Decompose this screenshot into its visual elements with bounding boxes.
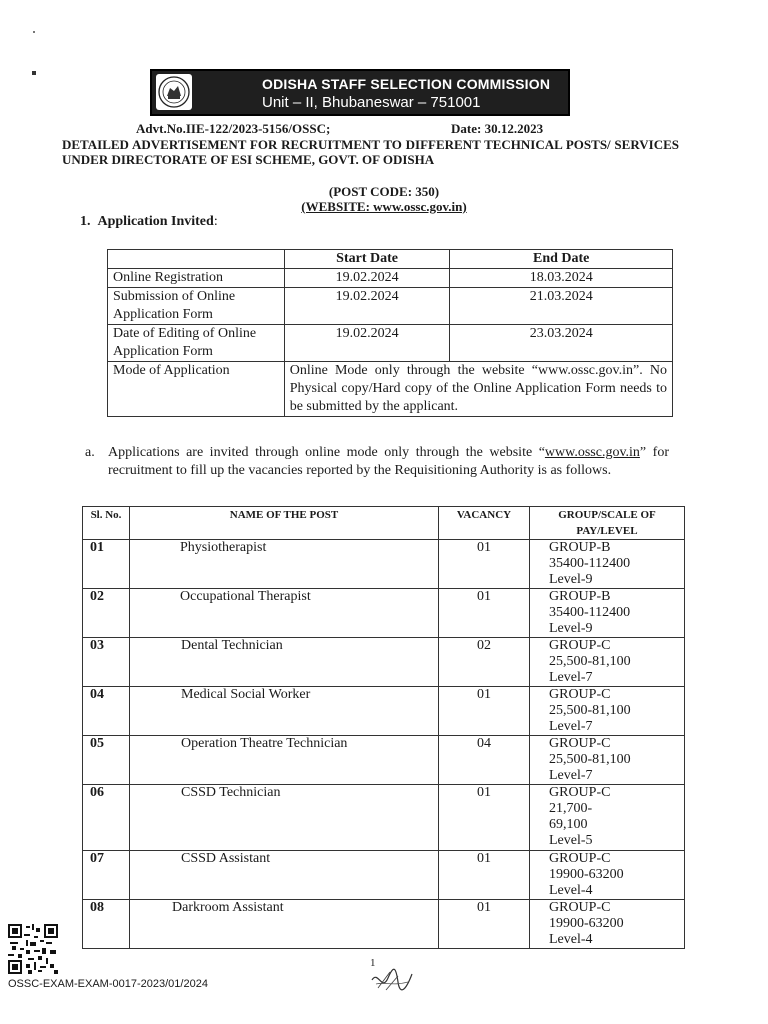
level: Level-5 <box>549 833 593 848</box>
serial-number: 04 <box>83 687 130 736</box>
table-header-cell: Sl. No. <box>83 507 130 540</box>
mode-of-application-text: Online Mode only through the website “www.ossc.gov.in”. No Physical copy/Hard copy of the Online Application Form needs to be submitted by the applicant. <box>284 362 672 417</box>
header-banner <box>150 69 570 116</box>
row-label: Online Registration <box>108 269 285 288</box>
website-link[interactable]: (WEBSITE: www.ossc.gov.in) <box>301 199 467 214</box>
table-row <box>83 540 685 589</box>
pay-level <box>530 900 685 949</box>
advertisement-date: Date: 30.12.2023 <box>451 121 544 136</box>
table-row <box>108 288 673 325</box>
post-name: Occupational Therapist <box>130 589 439 638</box>
vacancy: 02 <box>439 638 530 687</box>
pay-scale: 19900-63200 <box>549 916 624 931</box>
table-row <box>83 736 685 785</box>
section-title: Application Invited <box>97 214 214 229</box>
table-header-row <box>108 250 673 269</box>
group: GROUP-C <box>549 851 611 866</box>
group: GROUP-C <box>549 638 611 653</box>
vacancy: 01 <box>439 589 530 638</box>
qr-code-icon <box>8 924 58 974</box>
table-header-cell: NAME OF THE POST <box>130 507 439 540</box>
pay-level <box>530 589 685 638</box>
serial-number: 01 <box>83 540 130 589</box>
group: GROUP-B <box>549 540 611 555</box>
paragraph-text: ” for recruitment to fill up the vacancies reported by the Requisitioning Authority is as follows. <box>108 445 669 478</box>
serial-number: 03 <box>83 638 130 687</box>
table-header-cell: Start Date <box>284 250 450 269</box>
level: Level-9 <box>549 621 593 636</box>
serial-number: 02 <box>83 589 130 638</box>
row-label: Submission of Online Application Form <box>108 288 285 325</box>
website-link[interactable]: www.ossc.gov.in <box>544 445 640 460</box>
post-name: Dental Technician <box>130 638 439 687</box>
end-date: 21.03.2024 <box>450 288 673 325</box>
row-label: Date of Editing of Online Application Form <box>108 325 285 362</box>
post-name: Physiotherapist <box>130 540 439 589</box>
table-row <box>83 785 685 851</box>
pay-level <box>530 736 685 785</box>
posts-table <box>82 506 685 949</box>
table-header-cell: End Date <box>450 250 673 269</box>
section-heading <box>80 214 218 230</box>
section-number: 1. <box>80 214 91 229</box>
serial-number: 06 <box>83 785 130 851</box>
start-date: 19.02.2024 <box>284 288 450 325</box>
vacancy: 01 <box>439 851 530 900</box>
group: GROUP-C <box>549 736 611 751</box>
pay-scale: 69,100 <box>549 817 588 832</box>
row-label: Mode of Application <box>108 362 285 417</box>
pay-scale: 19900-63200 <box>549 867 624 882</box>
table-row <box>108 362 673 417</box>
level: Level-9 <box>549 572 593 587</box>
pay-level <box>530 851 685 900</box>
table-header-cell <box>108 250 285 269</box>
advertisement-title: DETAILED ADVERTISEMENT FOR RECRUITMENT TO DIFFERENT TECHNICAL POSTS/ SERVICES UNDER DIRECTORATE OF ESI SCHEME, GOVT. OF ODISHA <box>62 137 679 167</box>
table-row <box>83 900 685 949</box>
serial-number: 05 <box>83 736 130 785</box>
vacancy: 01 <box>439 687 530 736</box>
pay-level <box>530 687 685 736</box>
level: Level-7 <box>549 768 593 783</box>
group: GROUP-B <box>549 589 611 604</box>
start-date: 19.02.2024 <box>284 325 450 362</box>
table-row <box>83 687 685 736</box>
post-code: (POST CODE: 350) <box>328 184 440 199</box>
scan-speck <box>32 71 36 75</box>
vacancy: 01 <box>439 900 530 949</box>
pay-scale: 35400-112400 <box>549 556 631 571</box>
level: Level-7 <box>549 719 593 734</box>
section-colon: : <box>213 214 218 229</box>
document-reference-code: OSSC-EXAM-EXAM-0017-2023/01/2024 <box>8 978 208 990</box>
pay-scale: 35400-112400 <box>549 605 631 620</box>
commission-name: ODISHA STAFF SELECTION COMMISSION <box>262 76 551 92</box>
pay-scale: 25,500-81,100 <box>549 752 631 767</box>
paragraph-label: a. <box>85 445 95 460</box>
table-header-cell: VACANCY <box>439 507 530 540</box>
paragraph-text: Applications are invited through online mode only through the website “ <box>108 445 545 460</box>
end-date: 18.03.2024 <box>450 269 673 288</box>
advertisement-number: Advt.No.IIE-122/2023-5156/OSSC; <box>136 121 331 136</box>
pay-level <box>530 785 685 851</box>
table-row <box>108 269 673 288</box>
post-name: Operation Theatre Technician <box>130 736 439 785</box>
start-date: 19.02.2024 <box>284 269 450 288</box>
commission-address: Unit – II, Bhubaneswar – 751001 <box>262 94 481 111</box>
website-line <box>0 199 768 215</box>
odisha-emblem-icon <box>156 74 192 110</box>
level: Level-7 <box>549 670 593 685</box>
pay-level <box>530 540 685 589</box>
level: Level-4 <box>549 883 593 898</box>
group: GROUP-C <box>549 900 611 915</box>
post-name: Medical Social Worker <box>130 687 439 736</box>
signature-mark <box>368 962 416 996</box>
vacancy: 01 <box>439 540 530 589</box>
table-row <box>83 638 685 687</box>
page-number: 1 <box>370 957 376 969</box>
table-row <box>108 325 673 362</box>
schedule-table <box>107 249 673 417</box>
table-row <box>83 851 685 900</box>
pay-scale: 25,500-81,100 <box>549 703 631 718</box>
pay-scale: 21,700- <box>549 801 593 816</box>
table-row <box>83 589 685 638</box>
post-name: CSSD Assistant <box>130 851 439 900</box>
post-name: Darkroom Assistant <box>130 900 439 949</box>
group: GROUP-C <box>549 687 611 702</box>
level: Level-4 <box>549 932 593 947</box>
pay-level <box>530 638 685 687</box>
serial-number: 08 <box>83 900 130 949</box>
post-name: CSSD Technician <box>130 785 439 851</box>
vacancy: 01 <box>439 785 530 851</box>
scan-speck <box>33 31 35 33</box>
end-date: 23.03.2024 <box>450 325 673 362</box>
serial-number: 07 <box>83 851 130 900</box>
vacancy: 04 <box>439 736 530 785</box>
paragraph-a <box>85 444 669 480</box>
table-header-cell: GROUP/SCALE OF PAY/LEVEL <box>530 507 685 540</box>
table-header-row <box>83 507 685 540</box>
group: GROUP-C <box>549 785 611 800</box>
pay-scale: 25,500-81,100 <box>549 654 631 669</box>
